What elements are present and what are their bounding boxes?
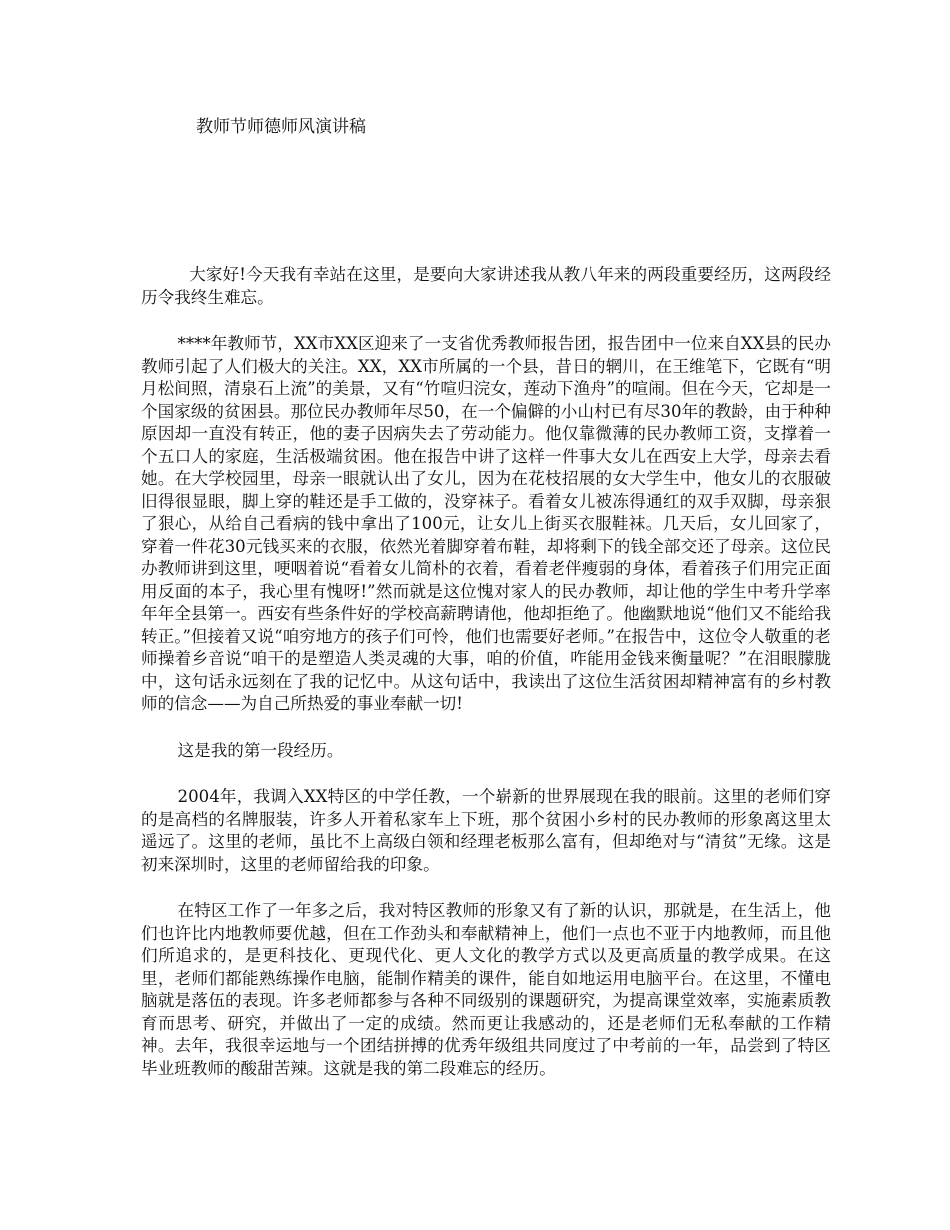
document-title: 教师节师德师风演讲稿	[196, 117, 366, 137]
paragraph-first-story: ****年教师节，XX市XX区迎来了一支省优秀教师报告团，报告团中一位来自XX县的民办教师引起了人们极大的关注。XX，XX市所属的一个县，昔日的辋川，在王维笔下，它既有“明月松间照，清泉石上流”的美景，又有“竹喧归浣女，莲动下渔舟”的喧闹。但在今天，它却是一个国家级的贫困县。那位民办教师年尽50，在一个偏僻的小山村已有尽30年的教龄，由于种种原因却一直没有转正，他的妻子因病失去了劳动能力。他仅靠微薄的民办教师工资，支撑着一个五口人的家庭，生活极端贫困。他在报告中讲了这样一件事大女儿在西安上大学，母亲去看她。在大学校园里，母亲一眼就认出了女儿，因为在花枝招展的女大学生中，他女儿的衣服破旧得很显眼，脚上穿的鞋还是手工做的，没穿袜子。看着女儿被冻得通红的双手双脚，母亲狠了狠心，从给自己看病的钱中拿出了100元，让女儿上街买衣服鞋袜。几天后，女儿回家了，穿着一件花30元钱买来的衣服，依然光着脚穿着布鞋，却将剩下的钱全部交还了母亲。这位民办教师讲到这里，哽咽着说“看着女儿简朴的衣着，看着老伴瘦弱的身体，看着孩子们用完正面用反面的本子，我心里有愧呀!”然而就是这位愧对家人的民办教师，却让他的学生中考升学率年年全县第一。西安有些条件好的学校高薪聘请他，他却拒绝了。他幽默地说“他们又不能给我转正。”但接着又说“咱穷地方的孩子们可怜，他们也需要好老师。”在报告中，这位令人敬重的老师操着乡音说“咱干的是塑造人类灵魂的大事，咱的价值，咋能用金钱来衡量呢？”在泪眼朦胧中，这句话永远刻在了我的记忆中。从这句话中，我读出了这位生活贫困却精神富有的乡村教师的信念——为自己所热爱的事业奉献一切!	[141, 334, 831, 713]
paragraph-second-move: 2004年，我调入XX特区的中学任教，一个崭新的世界展现在我的眼前。这里的老师们穿的是高档的名牌服装，许多人开着私家车上下班，那个贫困小乡村的民办教师的形象离这里太遥远了。这里的老师，虽比不上高级白领和经理老板那么富有，但却绝对与“清贫”无缘。这是初来深圳时，这里的老师留给我的印象。	[141, 787, 831, 874]
paragraph-greeting: 大家好!今天我有幸站在这里，是要向大家讲述我从教八年来的两段重要经历，这两段经历令我终生难忘。	[141, 265, 831, 307]
paragraph-first-experience: 这是我的第一段经历。	[177, 740, 344, 760]
document-body	[141, 264, 831, 1104]
paragraph-second-experience: 在特区工作了一年多之后，我对特区教师的形象又有了新的认识，那就是，在生活上，他们也许比内地教师要优越，但在工作劲头和奉献精神上，他们一点也不亚于内地教师，而且他们所追求的，是更科技化、更现代化、更人文化的教学方式以及更高质量的教学成果。在这里，老师们都能熟练操作电脑，能制作精美的课件，能自如地运用电脑平台。在这里，不懂电脑就是落伍的表现。许多老师都参与各种不同级别的课题研究，为提高课堂效率，实施素质教育而思考、研究，并做出了一定的成绩。然而更让我感动的，还是老师们无私奉献的工作精神。去年，我很幸运地与一个团结拼搏的优秀年级组共同度过了中考前的一年，品尝到了特区毕业班教师的酸甜苦辣。这就是我的第二段难忘的经历。	[141, 901, 831, 1078]
